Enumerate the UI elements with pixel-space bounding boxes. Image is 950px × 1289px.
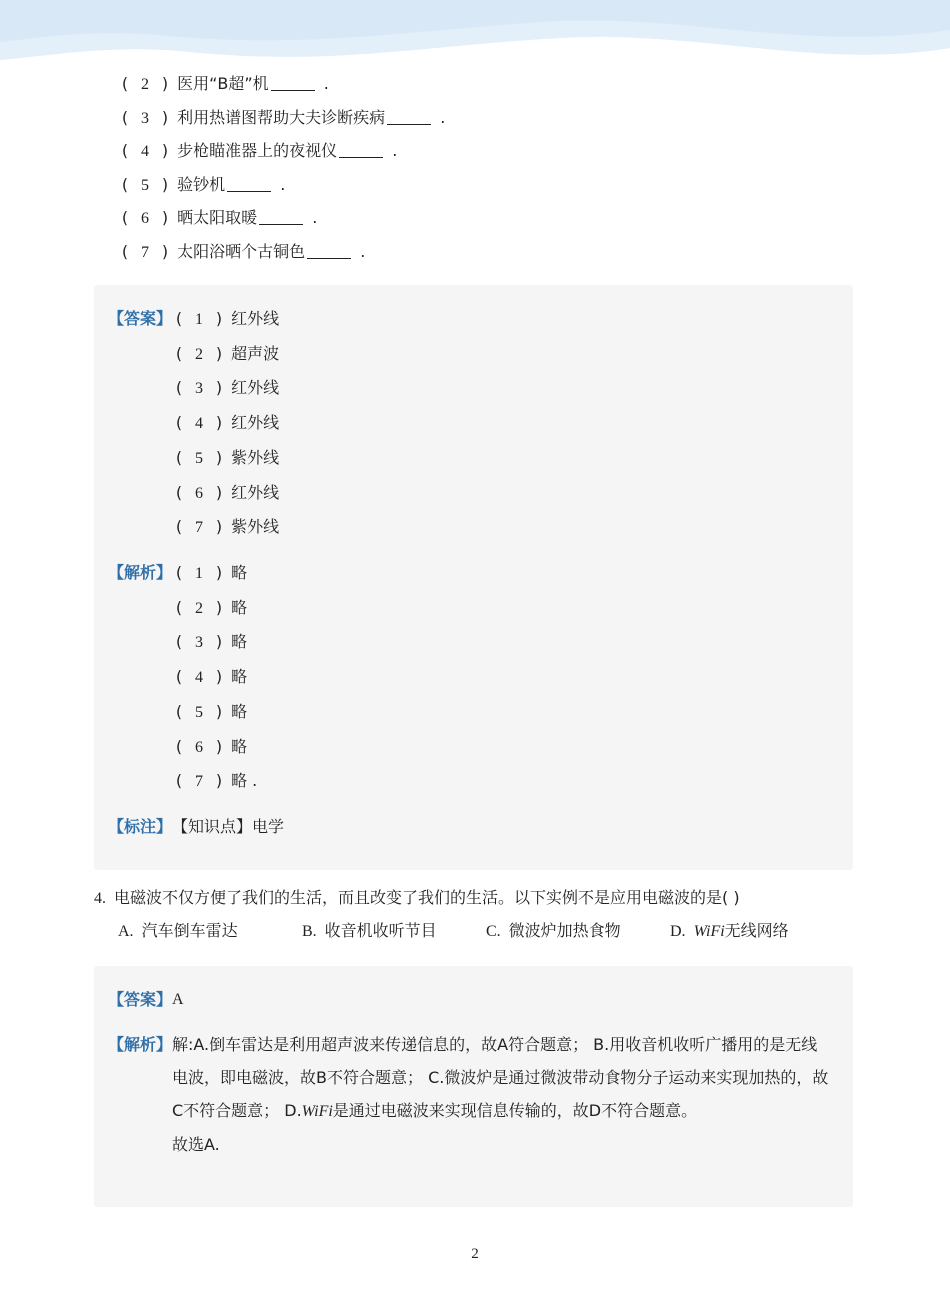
question-number: 4. bbox=[94, 890, 106, 907]
list-item: ( 6 ) 略 bbox=[175, 736, 248, 756]
answer-blank bbox=[259, 209, 303, 225]
list-item: ( 3 ) 略 bbox=[175, 632, 248, 652]
note-tag: 【标注】 bbox=[108, 817, 173, 836]
header-wave-decoration bbox=[0, 0, 950, 75]
list-item: ( 3 ) 利用热谱图帮助大夫诊断疾病 . bbox=[121, 107, 446, 127]
list-item: ( 7 ) 略 . bbox=[175, 771, 258, 791]
list-item: ( 2 ) 超声波 bbox=[175, 343, 280, 363]
list-item: ( 6 ) 红外线 bbox=[175, 482, 280, 502]
answer-blank bbox=[227, 176, 271, 192]
answer-blank bbox=[387, 109, 431, 125]
list-item: ( 5 ) 略 bbox=[175, 701, 248, 721]
answer-tag: 【答案】 bbox=[108, 309, 173, 328]
list-item: ( 6 ) 晒太阳取暖 . bbox=[121, 208, 318, 227]
list-item: ( 2 ) 略 bbox=[175, 597, 248, 617]
list-item: ( 1 ) 红外线 bbox=[175, 309, 280, 328]
analysis-paragraph: 解:A.倒车雷达是利用超声波来传递信息的，故A符合题意； B.用收音机收听广播用的是无线电波，即电磁波，故B不符合题意； C.微波炉是通过微波带动食物分子运动来实现加热的，故C不符合题意； D.WiFi是通过电磁波来实现信息传输的，故D不符合题意。 故选A. bbox=[172, 1035, 829, 1154]
list-item: ( 5 ) 验钞机 . bbox=[121, 174, 286, 194]
list-item: ( 7 ) 紫外线 bbox=[175, 517, 280, 537]
list-item: ( 2 ) 医用“B超”机 . bbox=[121, 74, 329, 93]
analysis-tag: 【解析】 bbox=[108, 563, 173, 582]
list-item: ( 4 ) 步枪瞄准器上的夜视仪 . bbox=[121, 141, 398, 160]
list-item: ( 3 ) 红外线 bbox=[175, 378, 280, 398]
list-item: ( 1 ) 略 bbox=[175, 563, 248, 582]
answer-blank bbox=[271, 75, 315, 91]
option-a: A. 汽车倒车雷达 bbox=[118, 921, 238, 940]
answer-value: A bbox=[172, 991, 184, 1008]
answer-blank bbox=[307, 243, 351, 259]
list-item: ( 7 ) 太阳浴晒个古铜色 . bbox=[121, 241, 366, 261]
answer-tag: 【答案】 bbox=[108, 990, 173, 1009]
page-number: 2 bbox=[471, 1246, 479, 1262]
list-item: ( 4 ) 红外线 bbox=[175, 413, 280, 433]
question-4-stem bbox=[94, 886, 740, 911]
option-c: C. 微波炉加热食物 bbox=[486, 921, 621, 940]
list-item: ( 5 ) 紫外线 bbox=[175, 447, 280, 467]
list-item: ( 4 ) 略 bbox=[175, 667, 248, 687]
option-d: D. WiFi无线网络 bbox=[670, 921, 789, 940]
answer-blank bbox=[339, 142, 383, 158]
note-text: 【知识点】电学 bbox=[172, 817, 285, 836]
question-text: 电磁波不仅方便了我们的生活，而且改变了我们的生活。以下实例不是应用电磁波的是( ) bbox=[114, 888, 740, 907]
option-b: B. 收音机收听节目 bbox=[302, 921, 437, 940]
analysis-tag: 【解析】 bbox=[108, 1035, 173, 1054]
